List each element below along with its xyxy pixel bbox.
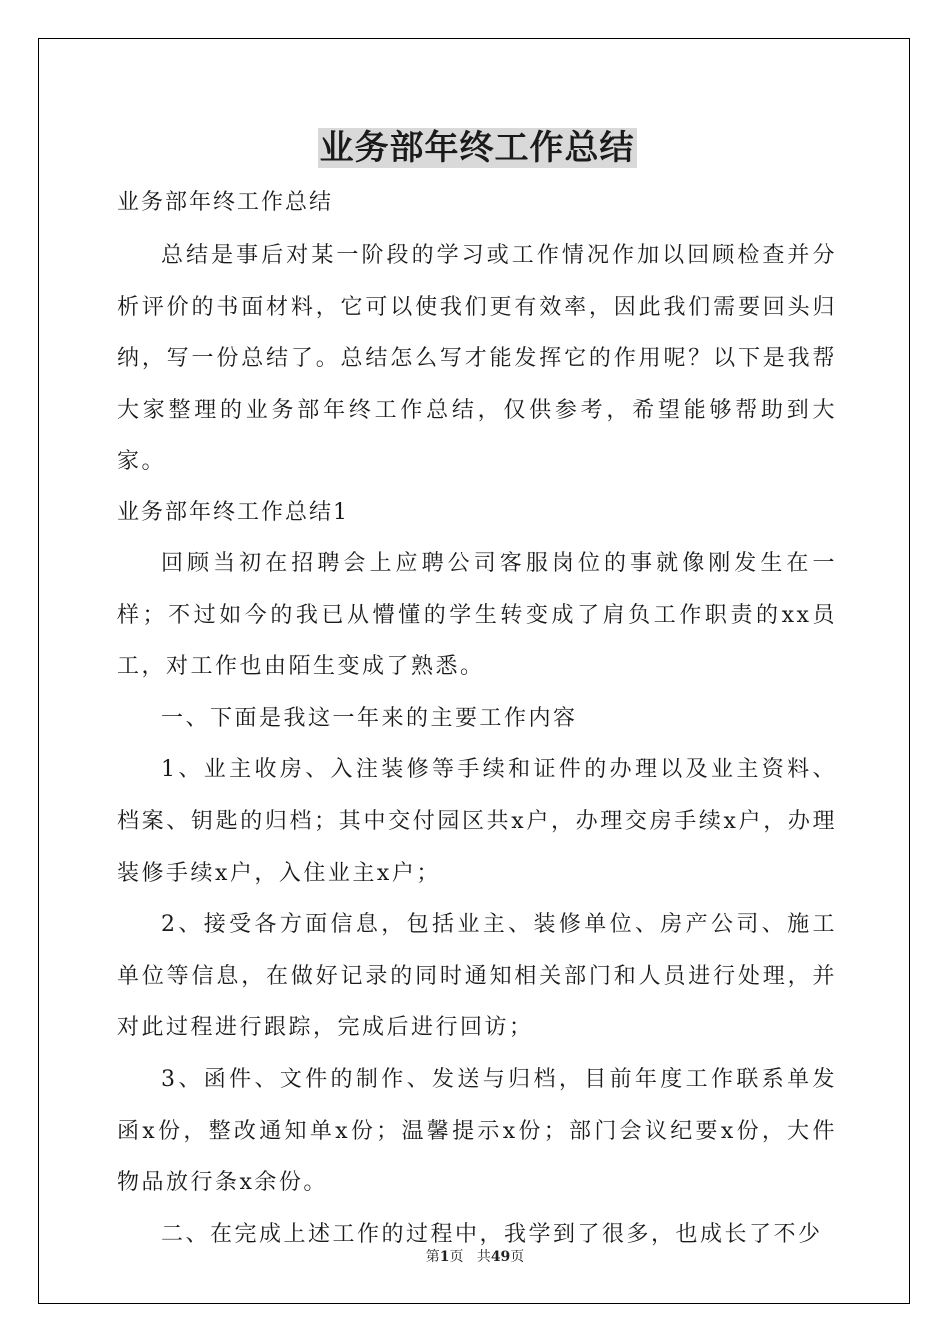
page-suffix: 页	[449, 1249, 464, 1265]
body-paragraph: 2、接受各方面信息，包括业主、装修单位、房产公司、施工单位等信息，在做好记录的同时通知相关部门和人员进行处理，并对此过程进行跟踪，完成后进行回访；	[117, 912, 837, 1041]
intro-paragraph: 总结是事后对某一阶段的学习或工作情况作加以回顾检查并分析评价的书面材料，它可以使我们更有效率，因此我们需要回头归纳，写一份总结了。总结怎么写才能发挥它的作用呢？以下是我帮大家整理的业务部年终工作总结，仅供参考，希望能够帮助到大家。	[117, 243, 837, 475]
body-paragraph: 回顾当初在招聘会上应聘公司客服岗位的事就像刚发生在一样；不过如今的我已从懵懂的学生转变成了肩负工作职责的xx员工，对工作也由陌生变成了熟悉。	[117, 550, 837, 680]
total-prefix: 共	[476, 1249, 491, 1265]
body-paragraph: 3、函件、文件的制作、发送与归档，目前年度工作联系单发函x份，整改通知单x份；温馨提示x份；部门会议纪要x份，大件物品放行条x余份。	[117, 1066, 837, 1196]
page-prefix: 第	[425, 1249, 440, 1265]
section-heading: 业务部年终工作总结1	[117, 499, 349, 525]
document-subtitle: 业务部年终工作总结	[117, 190, 334, 215]
document-title	[117, 118, 837, 178]
document-title-text: 业务部年终工作总结	[319, 128, 635, 168]
page-number: 1	[439, 1249, 450, 1265]
body-paragraph: 二、在完成上述工作的过程中，我学到了很多，也成长了不少	[161, 1221, 823, 1247]
body-paragraph: 一、下面是我这一年来的主要工作内容	[161, 705, 578, 731]
total-suffix: 页	[510, 1249, 525, 1265]
page-footer	[0, 1248, 950, 1266]
body-paragraph: 1、业主收房、入注装修等手续和证件的办理以及业主资料、档案、钥匙的归档；其中交付园区共x户，办理交房手续x户，办理装修手续x户，入住业主x户；	[117, 757, 837, 886]
document-body	[117, 118, 837, 1260]
total-pages: 49	[490, 1249, 511, 1265]
